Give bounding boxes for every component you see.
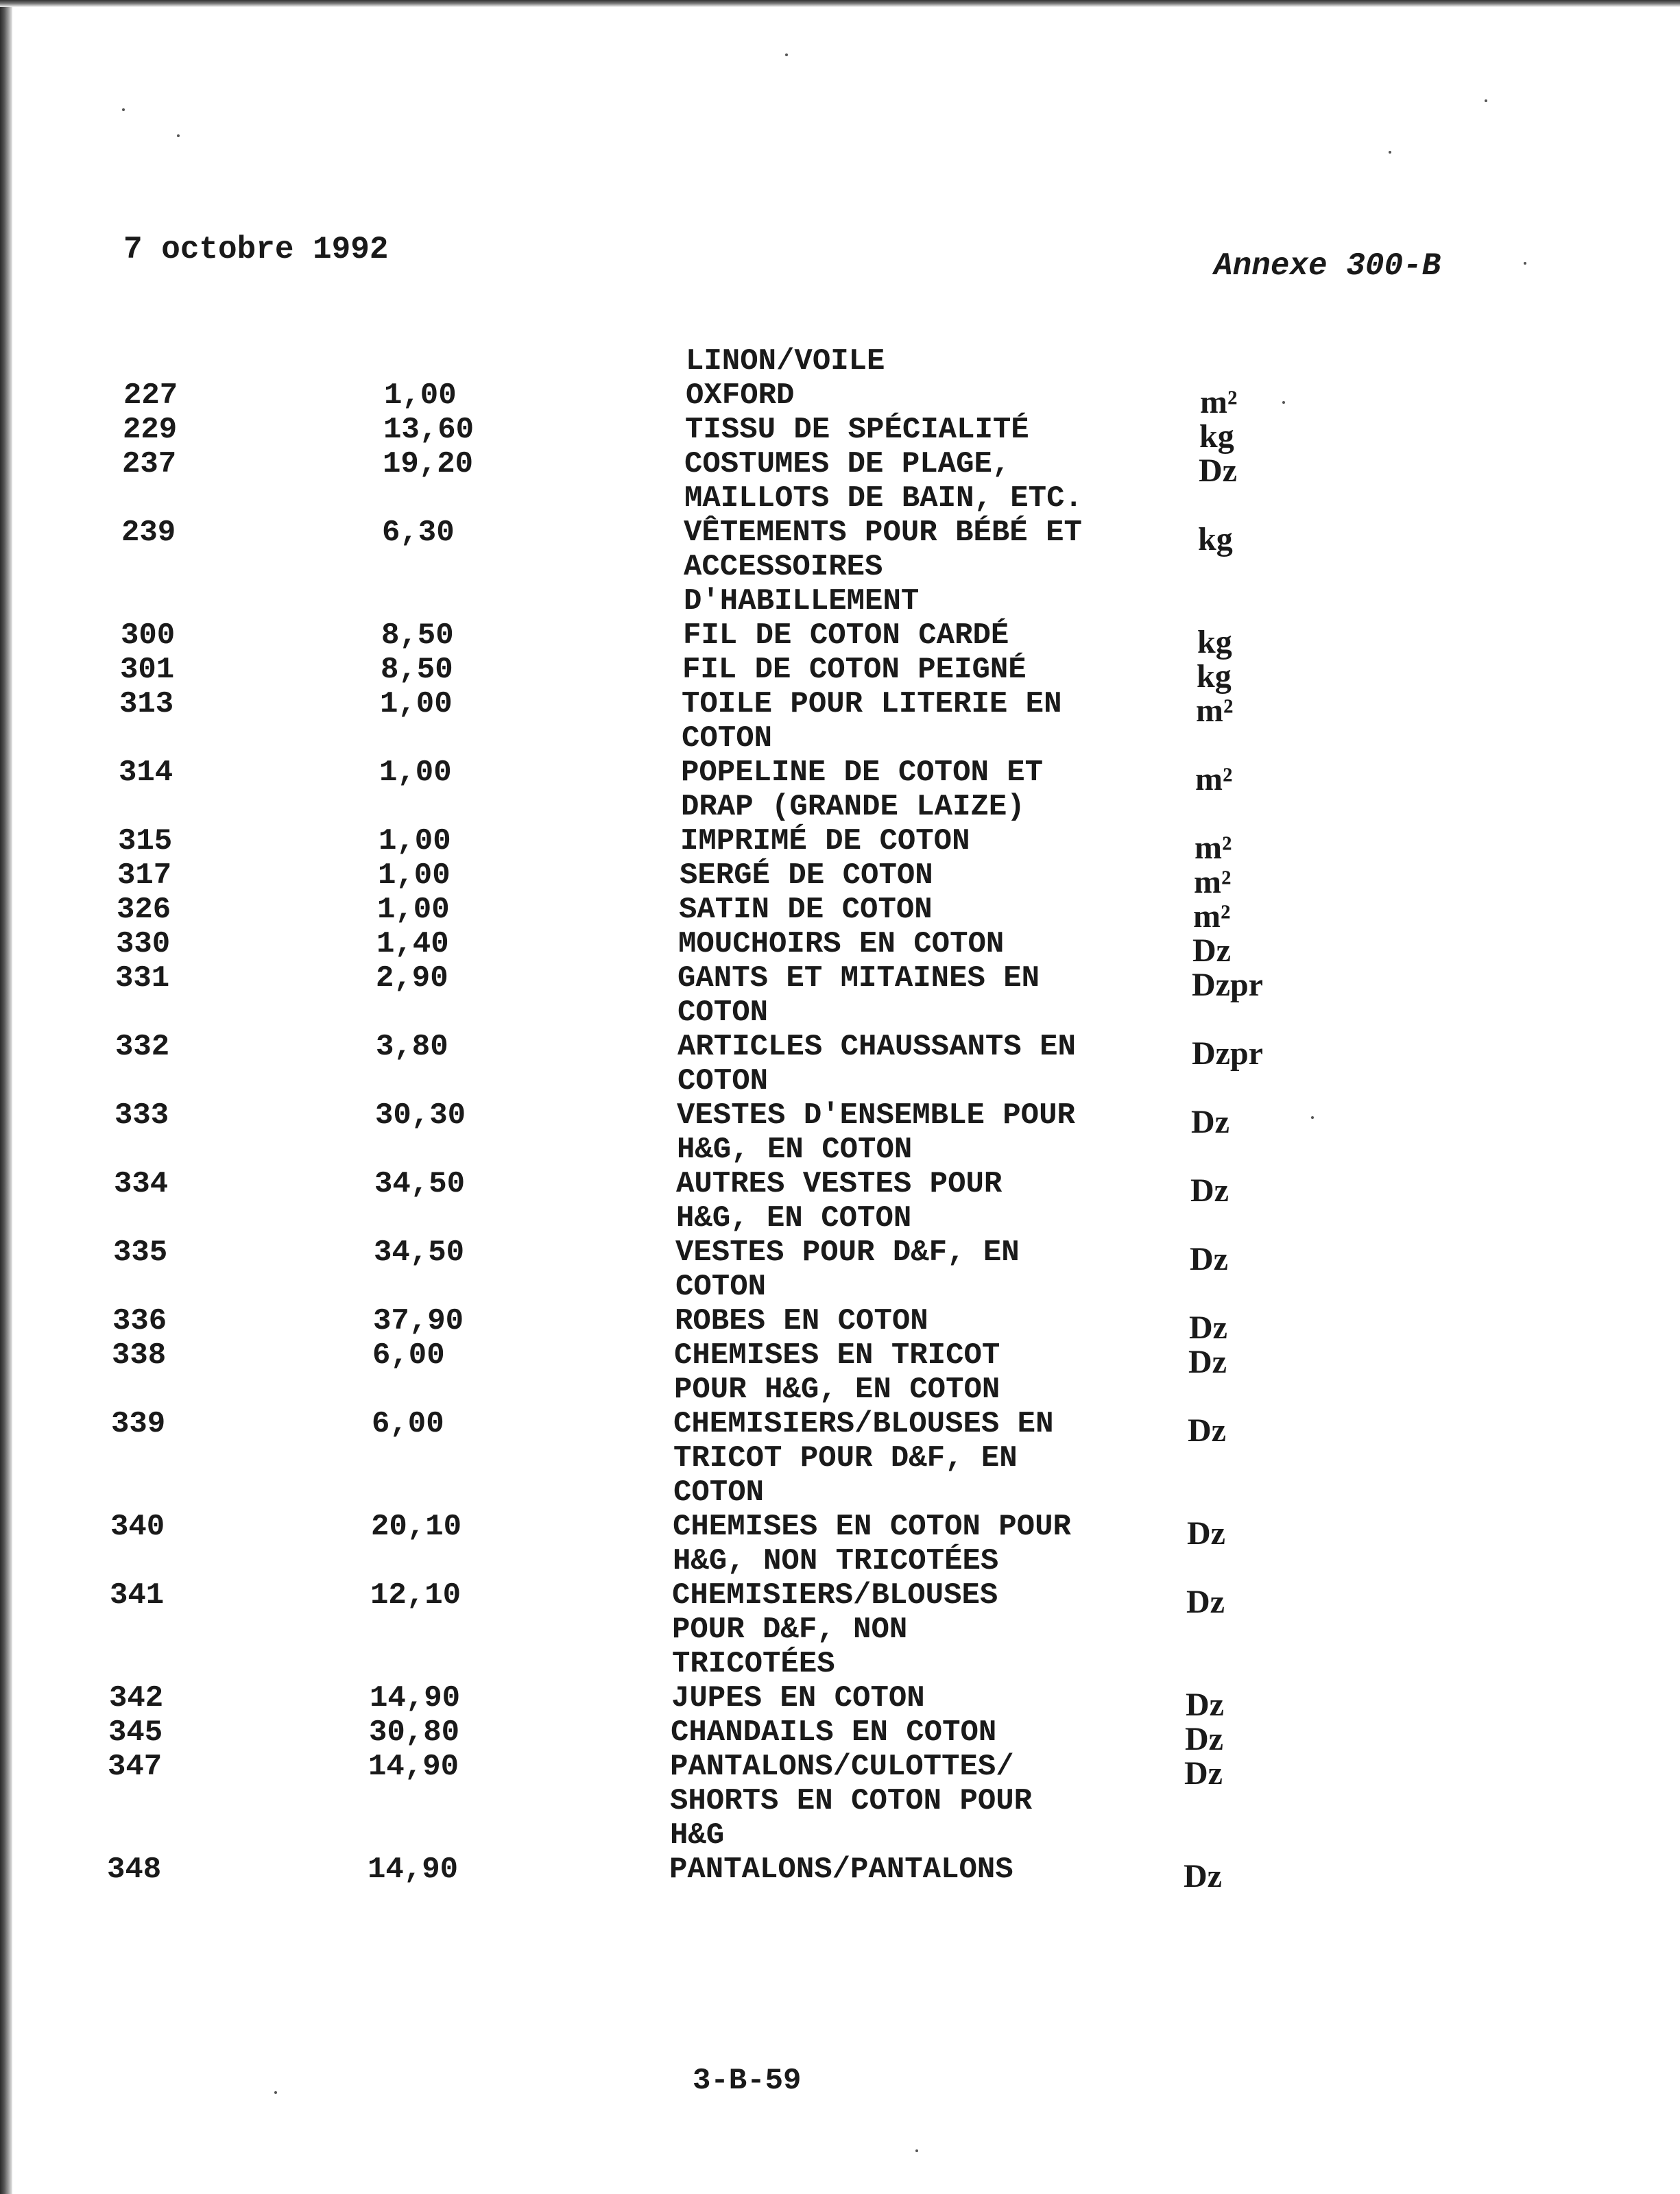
unit-of-measure: m² bbox=[1193, 898, 1231, 935]
item-description bbox=[677, 961, 1040, 1030]
category-code: 334 bbox=[114, 1167, 169, 1201]
category-code: 227 bbox=[123, 378, 178, 413]
description-line: SERGÉ DE COTON bbox=[680, 858, 933, 893]
unit-of-measure: kg bbox=[1199, 418, 1234, 455]
item-description bbox=[685, 413, 1029, 447]
description-line: FIL DE COTON CARDÉ bbox=[683, 618, 1009, 653]
item-description bbox=[676, 1167, 1002, 1235]
description-line: H&G bbox=[670, 1818, 725, 1853]
description-line: GANTS ET MITAINES EN bbox=[677, 961, 1040, 996]
description-line: ARTICLES CHAUSSANTS EN bbox=[677, 1030, 1076, 1064]
conversion-factor: 14,90 bbox=[368, 1750, 459, 1784]
conversion-factor: 3,80 bbox=[376, 1030, 448, 1064]
item-description bbox=[686, 344, 885, 378]
category-code: 341 bbox=[110, 1578, 165, 1613]
conversion-factor: 8,50 bbox=[381, 618, 454, 653]
unit-of-measure: m² bbox=[1194, 864, 1232, 900]
unit-of-measure: Dz bbox=[1189, 1310, 1227, 1346]
category-code: 331 bbox=[115, 961, 170, 996]
scan-speck bbox=[1389, 151, 1391, 154]
unit-of-measure: Dz bbox=[1184, 1858, 1222, 1894]
description-line: VÊTEMENTS POUR BÉBÉ ET bbox=[684, 516, 1082, 550]
category-code: 347 bbox=[108, 1750, 163, 1784]
description-line: POUR D&F, NON bbox=[672, 1613, 908, 1647]
scan-speck bbox=[274, 2091, 277, 2094]
item-description bbox=[684, 516, 1082, 618]
category-code: 336 bbox=[112, 1304, 167, 1338]
category-code: 335 bbox=[113, 1235, 168, 1270]
description-line: H&G, NON TRICOTÉES bbox=[673, 1544, 999, 1578]
description-line: SHORTS EN COTON POUR bbox=[670, 1784, 1033, 1818]
unit-of-measure: m² bbox=[1200, 384, 1238, 420]
category-code: 332 bbox=[115, 1030, 170, 1064]
conversion-factor: 13,60 bbox=[383, 413, 475, 447]
item-description bbox=[672, 1578, 998, 1681]
conversion-factor: 1,00 bbox=[378, 858, 451, 893]
description-line: TRICOTÉES bbox=[672, 1647, 835, 1681]
conversion-factor: 1,40 bbox=[376, 927, 449, 961]
conversion-factor: 1,00 bbox=[377, 893, 450, 927]
conversion-factor: 6,30 bbox=[382, 516, 455, 550]
description-line: TRICOT POUR D&F, EN bbox=[673, 1441, 1018, 1475]
scan-speck bbox=[177, 134, 180, 137]
description-line: TISSU DE SPÉCIALITÉ bbox=[685, 413, 1029, 447]
scan-speck bbox=[1524, 262, 1526, 265]
item-description bbox=[674, 1338, 1000, 1407]
unit-of-measure: Dz bbox=[1186, 1687, 1224, 1723]
description-line: CHANDAILS EN COTON bbox=[671, 1715, 997, 1750]
item-description bbox=[675, 1235, 1020, 1304]
description-line: FIL DE COTON PEIGNÉ bbox=[682, 653, 1027, 687]
unit-of-measure: m² bbox=[1196, 692, 1234, 729]
item-description bbox=[684, 447, 1083, 516]
description-line: OXFORD bbox=[686, 378, 795, 413]
item-description bbox=[677, 1098, 1075, 1167]
description-line: H&G, EN COTON bbox=[677, 1133, 913, 1167]
item-description bbox=[681, 756, 1043, 824]
description-line: CHEMISIERS/BLOUSES bbox=[672, 1578, 998, 1613]
scan-speck bbox=[785, 53, 788, 56]
unit-of-measure: Dz bbox=[1187, 1515, 1225, 1552]
description-line: ACCESSOIRES bbox=[684, 550, 883, 584]
conversion-factor: 6,00 bbox=[372, 1338, 445, 1373]
description-line: VESTES POUR D&F, EN bbox=[675, 1235, 1020, 1270]
item-description bbox=[683, 618, 1009, 653]
category-code: 330 bbox=[116, 927, 171, 961]
category-code: 317 bbox=[117, 858, 172, 893]
category-code: 339 bbox=[111, 1407, 166, 1441]
unit-of-measure: Dz bbox=[1190, 1172, 1229, 1209]
description-line: COTON bbox=[675, 1270, 767, 1304]
conversion-factor: 1,00 bbox=[379, 756, 452, 790]
unit-of-measure: Dz bbox=[1184, 1755, 1223, 1792]
item-description bbox=[671, 1715, 996, 1750]
conversion-factor: 19,20 bbox=[383, 447, 474, 481]
conversion-factor: 37,90 bbox=[373, 1304, 464, 1338]
item-description bbox=[682, 653, 1027, 687]
conversion-factor: 2,90 bbox=[376, 961, 448, 996]
category-code: 314 bbox=[119, 756, 173, 790]
category-code: 301 bbox=[120, 653, 175, 687]
category-code: 315 bbox=[118, 824, 173, 858]
page-number: 3-B-59 bbox=[693, 2064, 802, 2098]
conversion-factor: 1,00 bbox=[384, 378, 457, 413]
unit-of-measure: Dz bbox=[1186, 1584, 1225, 1620]
description-line: VESTES D'ENSEMBLE POUR bbox=[677, 1098, 1075, 1133]
document-date: 7 octobre 1992 bbox=[123, 232, 389, 267]
conversion-factor: 1,00 bbox=[379, 824, 451, 858]
unit-of-measure: m² bbox=[1195, 830, 1232, 866]
item-description bbox=[670, 1750, 1032, 1853]
description-line: PANTALONS/PANTALONS bbox=[669, 1853, 1013, 1887]
description-line: CHEMISES EN COTON POUR bbox=[673, 1510, 1071, 1544]
category-code: 333 bbox=[115, 1098, 169, 1133]
unit-of-measure: Dz bbox=[1191, 1104, 1229, 1140]
description-line: D'HABILLEMENT bbox=[684, 584, 920, 618]
scan-speck bbox=[915, 2149, 918, 2152]
description-line: MOUCHOIRS EN COTON bbox=[678, 927, 1005, 961]
category-code: 348 bbox=[107, 1853, 162, 1887]
description-line: H&G, EN COTON bbox=[676, 1201, 912, 1235]
description-line: COSTUMES DE PLAGE, bbox=[684, 447, 1011, 481]
category-code: 345 bbox=[108, 1715, 163, 1750]
conversion-factor: 14,90 bbox=[368, 1853, 459, 1887]
category-code: 338 bbox=[112, 1338, 167, 1373]
unit-of-measure: Dzpr bbox=[1192, 1035, 1263, 1072]
conversion-factor: 30,30 bbox=[375, 1098, 466, 1133]
item-description bbox=[671, 1681, 925, 1715]
item-description bbox=[677, 1030, 1076, 1098]
description-line: PANTALONS/CULOTTES/ bbox=[670, 1750, 1014, 1784]
description-line: POPELINE DE COTON ET bbox=[681, 756, 1044, 790]
category-code: 340 bbox=[110, 1510, 165, 1544]
category-code: 229 bbox=[123, 413, 178, 447]
description-line: ROBES EN COTON bbox=[675, 1304, 928, 1338]
unit-of-measure: Dz bbox=[1192, 932, 1231, 969]
conversion-factor: 6,00 bbox=[372, 1407, 444, 1441]
conversion-factor: 34,50 bbox=[374, 1235, 465, 1270]
unit-of-measure: Dz bbox=[1188, 1344, 1227, 1380]
category-code: 342 bbox=[109, 1681, 164, 1715]
unit-of-measure: Dz bbox=[1188, 1412, 1226, 1449]
description-line: CHEMISES EN TRICOT bbox=[674, 1338, 1000, 1373]
scan-speck bbox=[122, 108, 125, 111]
unit-of-measure: Dz bbox=[1190, 1241, 1228, 1277]
description-line: COTON bbox=[682, 721, 773, 756]
category-code: 313 bbox=[119, 687, 174, 721]
conversion-factor: 30,80 bbox=[369, 1715, 460, 1750]
item-description bbox=[682, 687, 1062, 756]
conversion-factor: 12,10 bbox=[370, 1578, 461, 1613]
description-line: COTON bbox=[677, 1064, 769, 1098]
description-line: CHEMISIERS/BLOUSES EN bbox=[673, 1407, 1054, 1441]
description-line: AUTRES VESTES POUR bbox=[676, 1167, 1003, 1201]
annex-title: Annexe 300-B bbox=[1214, 248, 1441, 284]
unit-of-measure: kg bbox=[1198, 521, 1233, 557]
conversion-factor: 8,50 bbox=[381, 653, 453, 687]
conversion-factor: 20,10 bbox=[371, 1510, 462, 1544]
description-line: MAILLOTS DE BAIN, ETC. bbox=[684, 481, 1083, 516]
item-description bbox=[679, 893, 933, 927]
description-line: JUPES EN COTON bbox=[671, 1681, 925, 1715]
category-code: 300 bbox=[121, 618, 176, 653]
conversion-factor: 1,00 bbox=[380, 687, 453, 721]
item-description bbox=[675, 1304, 928, 1338]
description-line: SATIN DE COTON bbox=[679, 893, 933, 927]
item-description bbox=[673, 1407, 1054, 1510]
item-description bbox=[673, 1510, 1071, 1578]
unit-of-measure: Dz bbox=[1199, 453, 1237, 489]
scan-edge-top bbox=[0, 0, 1680, 7]
scan-speck bbox=[1485, 99, 1487, 102]
scan-edge-left bbox=[0, 0, 12, 2194]
unit-of-measure: kg bbox=[1197, 624, 1232, 660]
item-description bbox=[669, 1853, 1013, 1887]
description-line: IMPRIMÉ DE COTON bbox=[680, 824, 970, 858]
unit-of-measure: Dz bbox=[1185, 1721, 1223, 1757]
unit-of-measure: m² bbox=[1195, 761, 1233, 797]
unit-of-measure: Dzpr bbox=[1192, 967, 1263, 1003]
description-line: COTON bbox=[673, 1475, 765, 1510]
description-line: LINON/VOILE bbox=[686, 344, 885, 378]
description-line: COTON bbox=[677, 996, 769, 1030]
item-description bbox=[680, 824, 970, 858]
description-line: DRAP (GRANDE LAIZE) bbox=[681, 790, 1025, 824]
category-code: 326 bbox=[117, 893, 171, 927]
category-code: 239 bbox=[121, 516, 176, 550]
scan-speck bbox=[1311, 1116, 1314, 1119]
item-description bbox=[678, 927, 1004, 961]
description-line: POUR H&G, EN COTON bbox=[674, 1373, 1000, 1407]
unit-of-measure: kg bbox=[1197, 658, 1232, 695]
item-description bbox=[686, 378, 794, 413]
scan-speck bbox=[1282, 401, 1285, 404]
category-code: 237 bbox=[122, 447, 177, 481]
conversion-factor: 34,50 bbox=[374, 1167, 466, 1201]
conversion-factor: 14,90 bbox=[370, 1681, 461, 1715]
description-line: TOILE POUR LITERIE EN bbox=[682, 687, 1062, 721]
item-description bbox=[680, 858, 933, 893]
